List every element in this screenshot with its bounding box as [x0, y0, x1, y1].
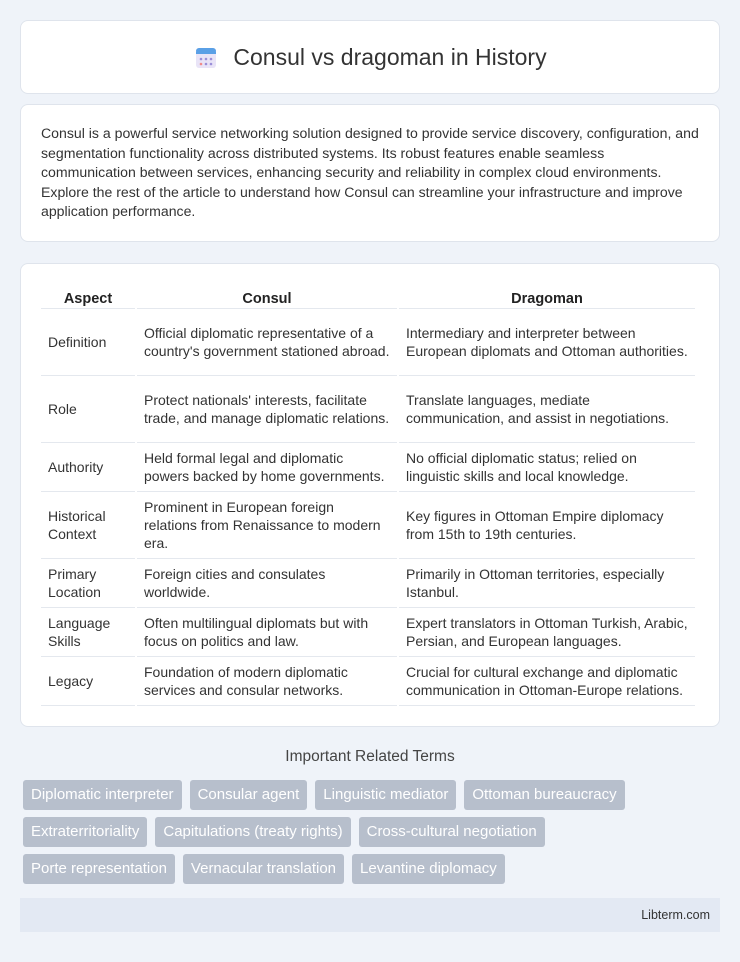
table-row: [41, 608, 695, 657]
title-card: [20, 20, 720, 94]
consul-cell: Foundation of modern diplomatic services and consular networks.: [137, 657, 397, 706]
header-aspect: Aspect: [41, 284, 135, 309]
notepad-icon: [193, 44, 219, 70]
aspect-cell: Primary Location: [41, 559, 135, 608]
table-header-row: [41, 284, 695, 309]
aspect-cell: Language Skills: [41, 608, 135, 657]
aspect-cell: Historical Context: [41, 492, 135, 559]
tag-consular-agent[interactable]: Consular agent: [190, 780, 308, 810]
dragoman-cell: Intermediary and interpreter between European diplomats and Ottoman authorities.: [399, 309, 695, 376]
footer: [20, 898, 720, 932]
tag-extraterritoriality[interactable]: Extraterritoriality: [23, 817, 147, 847]
tag-row: [23, 780, 723, 810]
header-consul: Consul: [137, 284, 397, 309]
tag-cross-cultural-negotiation[interactable]: Cross-cultural negotiation: [359, 817, 545, 847]
footer-brand-link[interactable]: Libterm.com: [641, 908, 710, 922]
tag-row: [23, 817, 723, 847]
table-row: [41, 492, 695, 559]
table-row: [41, 376, 695, 443]
tag-vernacular-translation[interactable]: Vernacular translation: [183, 854, 344, 884]
tag-linguistic-mediator[interactable]: Linguistic mediator: [315, 780, 456, 810]
consul-cell: Foreign cities and consulates worldwide.: [137, 559, 397, 608]
consul-cell: Often multilingual diplomats but with focus on politics and law.: [137, 608, 397, 657]
dragoman-cell: Translate languages, mediate communication, and assist in negotiations.: [399, 376, 695, 443]
consul-cell: Prominent in European foreign relations from Renaissance to modern era.: [137, 492, 397, 559]
aspect-cell: Legacy: [41, 657, 135, 706]
dragoman-cell: Crucial for cultural exchange and diplomatic communication in Ottoman-Europe relations.: [399, 657, 695, 706]
aspect-cell: Authority: [41, 443, 135, 492]
comparison-card: [20, 263, 720, 727]
aspect-cell: Definition: [41, 309, 135, 376]
aspect-cell: Role: [41, 376, 135, 443]
tag-diplomatic-interpreter[interactable]: Diplomatic interpreter: [23, 780, 182, 810]
consul-cell: Held formal legal and diplomatic powers backed by home governments.: [137, 443, 397, 492]
table-row: [41, 657, 695, 706]
tag-levantine-diplomacy[interactable]: Levantine diplomacy: [352, 854, 505, 884]
consul-cell: Protect nationals' interests, facilitate trade, and manage diplomatic relations.: [137, 376, 397, 443]
table-row: [41, 443, 695, 492]
intro-card: [20, 104, 720, 242]
tag-porte-representation[interactable]: Porte representation: [23, 854, 175, 884]
related-terms: [23, 780, 723, 891]
dragoman-cell: Expert translators in Ottoman Turkish, Arabic, Persian, and European languages.: [399, 608, 695, 657]
tag-row: [23, 854, 723, 884]
dragoman-cell: Key figures in Ottoman Empire diplomacy from 15th to 19th centuries.: [399, 492, 695, 559]
table-row: [41, 309, 695, 376]
tag-capitulations[interactable]: Capitulations (treaty rights): [155, 817, 350, 847]
related-terms-title: Important Related Terms: [285, 748, 455, 765]
intro-text: Consul is a powerful service networking solution designed to provide service discovery, configuration, and segmentation functionality across distributed systems. Its robust features enable seamless communication between services, enhancing security and reliability in complex cloud environments. Explore the rest of the article to understand how Consul can streamline your infrastructure and improve application performance.: [41, 125, 699, 219]
dragoman-cell: No official diplomatic status; relied on linguistic skills and local knowledge.: [399, 443, 695, 492]
consul-cell: Official diplomatic representative of a country's government stationed abroad.: [137, 309, 397, 376]
header-dragoman: Dragoman: [399, 284, 695, 309]
page-title: Consul vs dragoman in History: [233, 43, 547, 70]
comparison-table: [39, 284, 697, 706]
dragoman-cell: Primarily in Ottoman territories, especially Istanbul.: [399, 559, 695, 608]
tag-ottoman-bureaucracy[interactable]: Ottoman bureaucracy: [464, 780, 624, 810]
table-row: [41, 559, 695, 608]
